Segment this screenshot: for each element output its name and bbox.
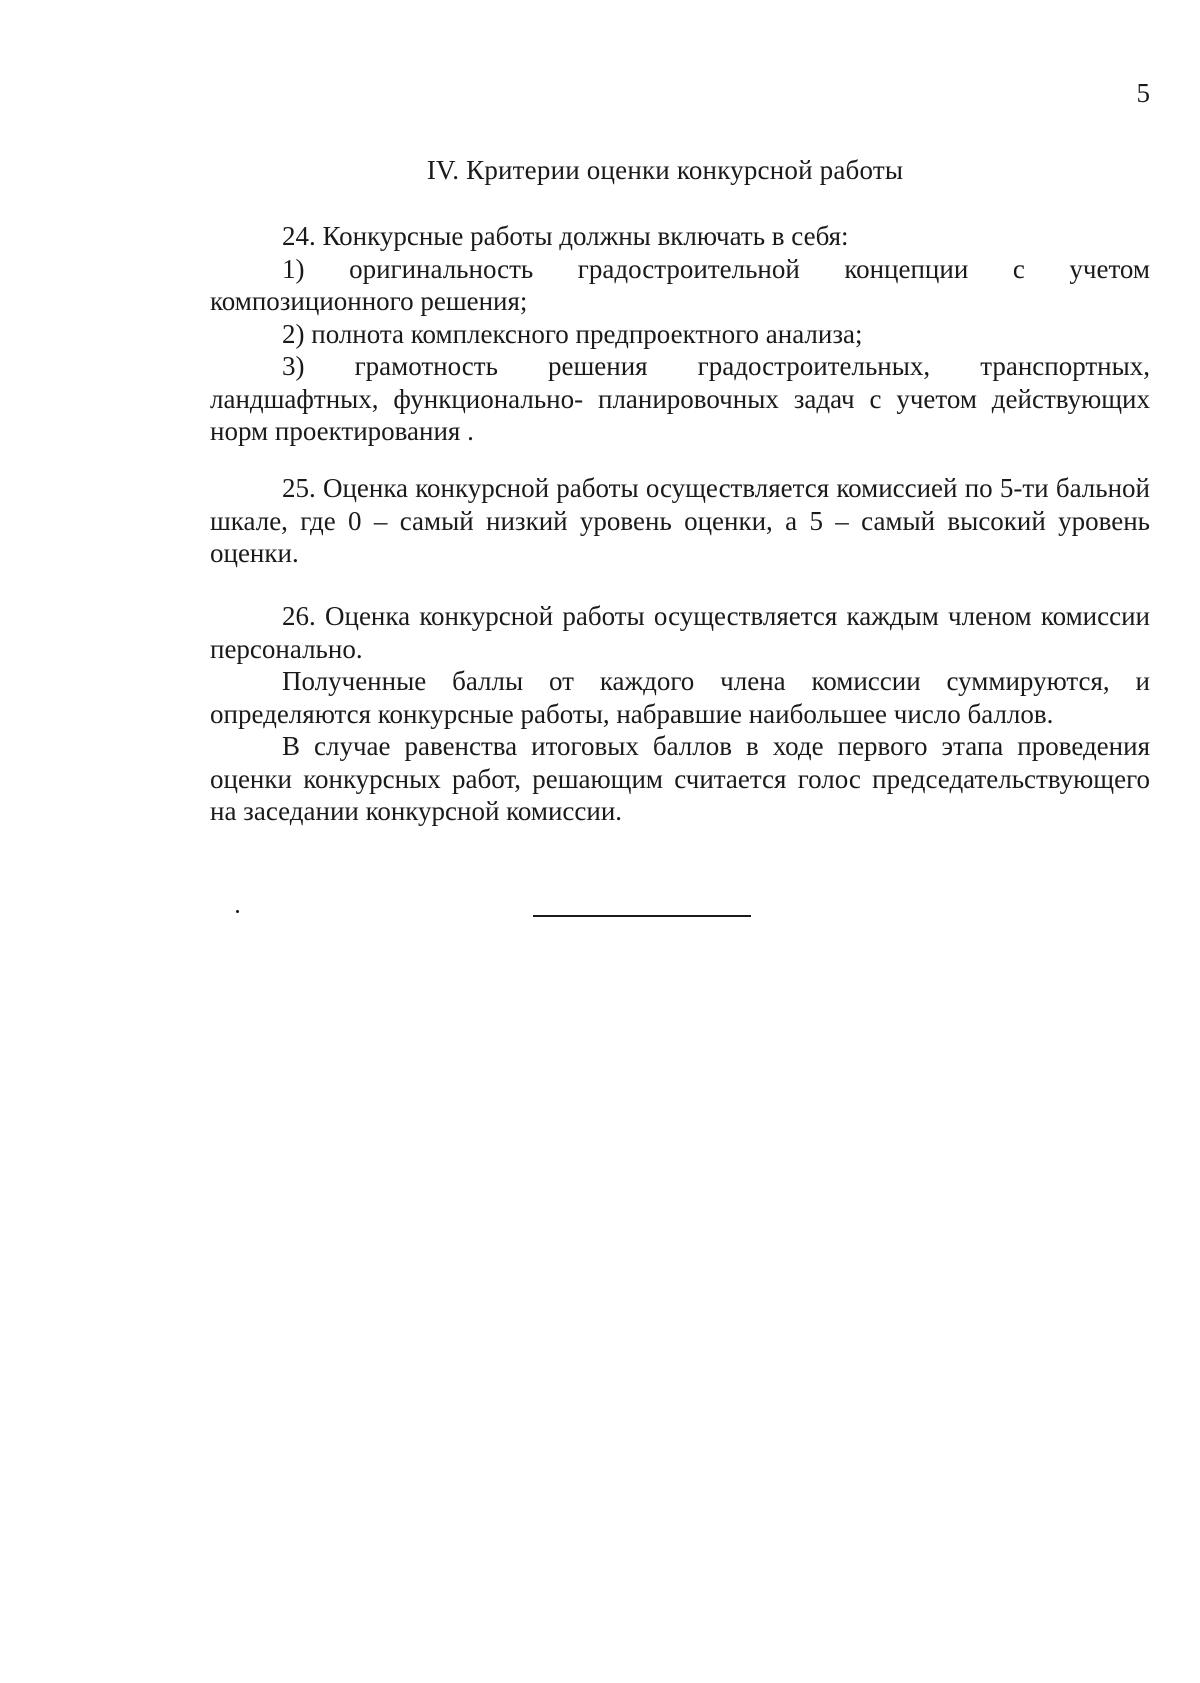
clause-24-item-1: 1) оригинальность градостроительной концепции с учетом композиционного решения; <box>210 253 1150 316</box>
clause-26-tie: В случае равенства итоговых баллов в ходе первого этапа проведения оценки конкурсных работ, решающим считается голос председательствующего на заседании конкурсной комиссии. <box>210 731 1150 826</box>
clause-26-sum: Полученные баллы от каждого члена комиссии суммируются, и определяются конкурсные работы, набравшие наибольшее число баллов. <box>210 666 1150 729</box>
clause-24-item-2: 2) полнота комплексного предпроектного анализа; <box>282 318 863 349</box>
clause-24 <box>210 220 1150 448</box>
end-rule <box>533 915 751 917</box>
scan-speck <box>236 910 239 913</box>
clause-24-intro: 24. Конкурсные работы должны включать в себя: <box>282 221 849 251</box>
clause-25-text: 25. Оценка конкурсной работы осуществляется комиссией по 5-ти бальной шкале, где 0 – самый низкий уровень оценки, а 5 – самый высокий уровень оценки. <box>210 473 1150 568</box>
clause-24-item-3: 3) грамотность решения градостроительных, транспортных, ландшафтных, функционально- планировочных задач с учетом действующих норм проектирования . <box>210 351 1150 446</box>
page-number: 5 <box>1136 78 1150 108</box>
clause-26-main: 26. Оценка конкурсной работы осуществляется каждым членом комиссии персонально. <box>210 601 1150 664</box>
clause-26 <box>210 600 1150 828</box>
section-title: IV. Критерии оценки конкурсной работы <box>426 155 904 185</box>
clause-25 <box>210 472 1150 570</box>
